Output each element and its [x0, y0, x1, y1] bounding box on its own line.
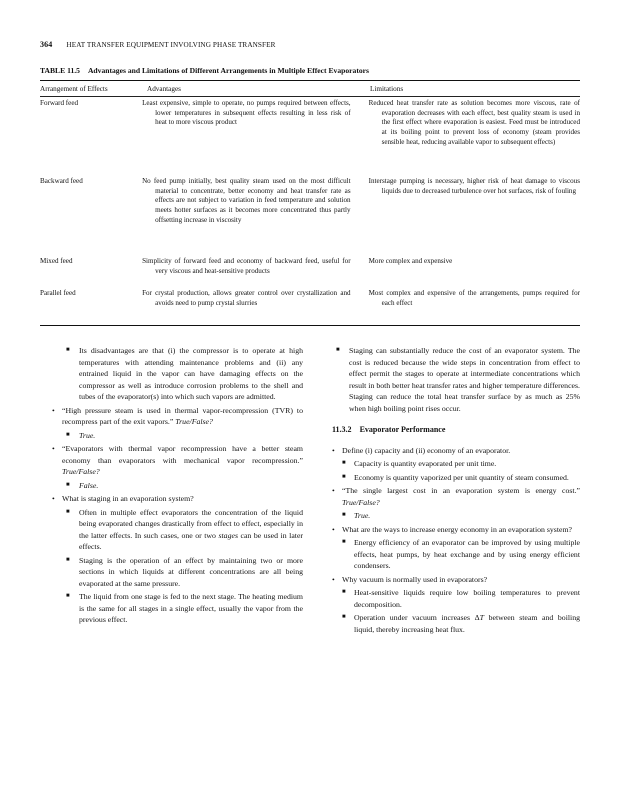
- round-bullet-icon: •: [332, 486, 335, 495]
- true-false-label: True/False?: [175, 417, 213, 426]
- staging-emphasis: stages: [218, 530, 238, 540]
- list-item: [332, 472, 580, 484]
- page-number: 364: [40, 40, 53, 49]
- col-header-advantages: Advantages: [147, 85, 181, 93]
- row-limitations: Interstage pumping is necessary, higher risk of heat damage to viscous liquids due to decreased turbulence over hot surfaces, risk of fouling: [368, 177, 580, 195]
- square-bullet-icon: ■: [342, 460, 346, 466]
- square-bullet-icon: ■: [66, 556, 70, 563]
- table-caption-text: Advantages and Limitations of Different Arrangements in Multiple Effect Evaporators: [87, 66, 369, 75]
- list-item: [52, 507, 303, 553]
- list-item: [332, 524, 580, 536]
- answer-vacuum-2b: between steam and boiling liquid, thereby increasing heat flux.: [354, 613, 580, 634]
- list-item: [52, 480, 303, 492]
- round-bullet-icon: •: [332, 524, 335, 534]
- delta-t-symbol: T: [479, 613, 485, 622]
- row-advantages: Least expensive, simple to operate, no pumps required between effects, lower temperatures in subsequent effects resulting in less risk of heat to more viscous product: [142, 99, 351, 127]
- true-false-label: True/False?: [62, 467, 100, 476]
- square-bullet-icon: ■: [342, 539, 346, 545]
- list-item: [332, 537, 580, 572]
- list-item: [52, 430, 303, 442]
- compressor-disadvantages-text: Its disadvantages are that (i) the compressor is to operate at high temperatures with attending maintenance problems and (ii) any entrained liquid in the vapor can have damaging effects on the compressor as well as introduce corrosion problems to the shell and tubes of the evaporator(s) into which such vapors are admitted.: [79, 346, 303, 401]
- square-bullet-icon: ■: [66, 347, 70, 353]
- list-item: [332, 587, 580, 610]
- list-item: [332, 510, 580, 522]
- list-item: [52, 555, 303, 590]
- list-item: [332, 458, 580, 470]
- question-tvr: “High pressure steam is used in thermal vapor-recompression (TVR) to recompress part of the exit vapors.”: [62, 405, 303, 426]
- square-bullet-icon: ■: [66, 593, 70, 599]
- right-column: [332, 345, 580, 637]
- square-bullet-icon: ■: [342, 473, 346, 480]
- table-bottom-rule: [40, 325, 580, 326]
- staging-answer-1b: can be used in later effects.: [79, 530, 303, 551]
- list-item: [52, 345, 303, 403]
- round-bullet-icon: •: [52, 405, 55, 415]
- table-row: [40, 97, 580, 177]
- list-item: [332, 574, 580, 586]
- table-label: TABLE 11.5: [40, 66, 80, 75]
- list-item: [332, 445, 580, 457]
- col-header-limitations: Limitations: [370, 85, 404, 93]
- true-false-label: True/False?: [342, 497, 380, 507]
- staging-answer-2: Staging is the operation of an effect by maintaining two or more sections in which liquids at different concentrations are all being evaporated at the same pressure.: [79, 555, 303, 588]
- square-bullet-icon: ■: [66, 431, 70, 438]
- round-bullet-icon: •: [332, 445, 335, 455]
- square-bullet-icon: ■: [66, 508, 70, 515]
- list-item: [52, 405, 303, 428]
- table-header-row: [40, 81, 580, 96]
- running-header: [40, 40, 580, 49]
- section-number: 11.3.2: [332, 425, 352, 434]
- table-caption: [40, 66, 580, 75]
- square-bullet-icon: ■: [342, 614, 346, 620]
- question-energy-cost: “The single largest cost in an evaporation system is energy cost.”: [342, 486, 580, 495]
- question-staging: What is staging in an evaporation system?: [62, 494, 194, 503]
- row-limitations: Reduced heat transfer rate as solution becomes more viscous, rate of evaporation decreases with each effect, best quality steam is used in the first effect where evaporation is easiest. Feed must be introduced at its boiling point to prevent loss of economy (steam provides sensible heat, reducing available vapor to subsequent effects): [368, 99, 580, 146]
- row-arrangement: Parallel feed: [40, 289, 76, 297]
- section-heading: [332, 424, 580, 436]
- square-bullet-icon: ■: [336, 347, 340, 353]
- answer-capacity: Capacity is quantity evaporated per unit time.: [354, 459, 497, 468]
- square-bullet-icon: ■: [66, 481, 70, 488]
- row-arrangement: Forward feed: [40, 99, 79, 107]
- question-energy-economy: What are the ways to increase energy economy in an evaporation system?: [342, 524, 572, 534]
- col-header-arrangement: Arrangement of Effects: [40, 85, 108, 93]
- answer-steam-economy: False.: [79, 480, 99, 490]
- staging-cost-text: Staging can substantially reduce the cost of an evaporator system. The cost is reduced because the wide steps in concentration from effect to effect permit the stages to operate at intermediate concentrations which result in both better heat transfer rates and higher temperature differences. Staging can reduce the total heat transfer surface by as much as 25% when high boiling point rises occur.: [349, 346, 580, 413]
- answer-energy-economy: Energy efficiency of an evaporator can be improved by using multiple effects, heat pumps, by heat exchange and by using energy efficient condensers.: [354, 538, 580, 570]
- list-item: [332, 612, 580, 635]
- left-column: [52, 345, 303, 628]
- row-limitations: More complex and expensive: [368, 257, 453, 265]
- staging-answer-3: The liquid from one stage is fed to the next stage. The heating medium is the same for all stages in a single effect, usually the vapor from the previous effect.: [79, 592, 303, 624]
- square-bullet-icon: ■: [342, 589, 346, 595]
- table-row: [40, 289, 580, 325]
- question-vacuum: Why vacuum is normally used in evaporators?: [342, 574, 488, 584]
- table-11-5: [40, 66, 580, 326]
- row-limitations: Most complex and expensive of the arrangements, pumps required for each effect: [368, 289, 580, 307]
- round-bullet-icon: •: [332, 574, 335, 584]
- round-bullet-icon: •: [52, 444, 55, 453]
- table-row: [40, 257, 580, 289]
- table-row: [40, 177, 580, 257]
- list-item: [52, 493, 303, 505]
- list-item: [332, 485, 580, 508]
- answer-vacuum-1: Heat-sensitive liquids require low boiling temperatures to prevent decomposition.: [354, 588, 580, 609]
- running-title: HEAT TRANSFER EQUIPMENT INVOLVING PHASE TRANSFER: [66, 41, 276, 49]
- section-title: Evaporator Performance: [359, 425, 446, 434]
- row-advantages: For crystal production, allows greater control over crystallization and avoids need to pump crystal slurries: [142, 289, 351, 307]
- row-arrangement: Backward feed: [40, 177, 83, 185]
- answer-vacuum-2a: Operation under vacuum increases Δ: [354, 613, 480, 622]
- answer-energy-cost: True.: [354, 511, 371, 520]
- answer-economy: Economy is quantity vaporized per unit quantity of steam consumed.: [354, 472, 569, 482]
- list-item: [52, 591, 303, 626]
- staging-answer-1a: Often in multiple effect evaporators the concentration of the liquid being evaporated changes drastically from effect to effect, especially in the latter effects. In such cases, one or two: [79, 507, 303, 540]
- row-advantages: Simplicity of forward feed and economy of backward feed, useful for very viscous and heat-sensitive products: [142, 257, 351, 275]
- answer-tvr: True.: [79, 430, 96, 440]
- list-item: [52, 443, 303, 478]
- question-capacity-economy: Define (i) capacity and (ii) economy of an evaporator.: [342, 445, 511, 455]
- square-bullet-icon: ■: [342, 512, 346, 518]
- round-bullet-icon: •: [52, 494, 55, 503]
- list-item: [332, 345, 580, 414]
- question-steam-economy: “Evaporators with thermal vapor recompression have a better steam economy than evaporators with mechanical vapor recompression.”: [62, 444, 303, 465]
- row-advantages: No feed pump initially, best quality steam used on the most difficult material to concentrate, better economy and heat transfer rate as effects are not subject to variation in feed temperature and solution meets hotter surfaces as it becomes more concentrated thus partly offsetting increase in viscosity: [142, 177, 351, 224]
- row-arrangement: Mixed feed: [40, 257, 73, 265]
